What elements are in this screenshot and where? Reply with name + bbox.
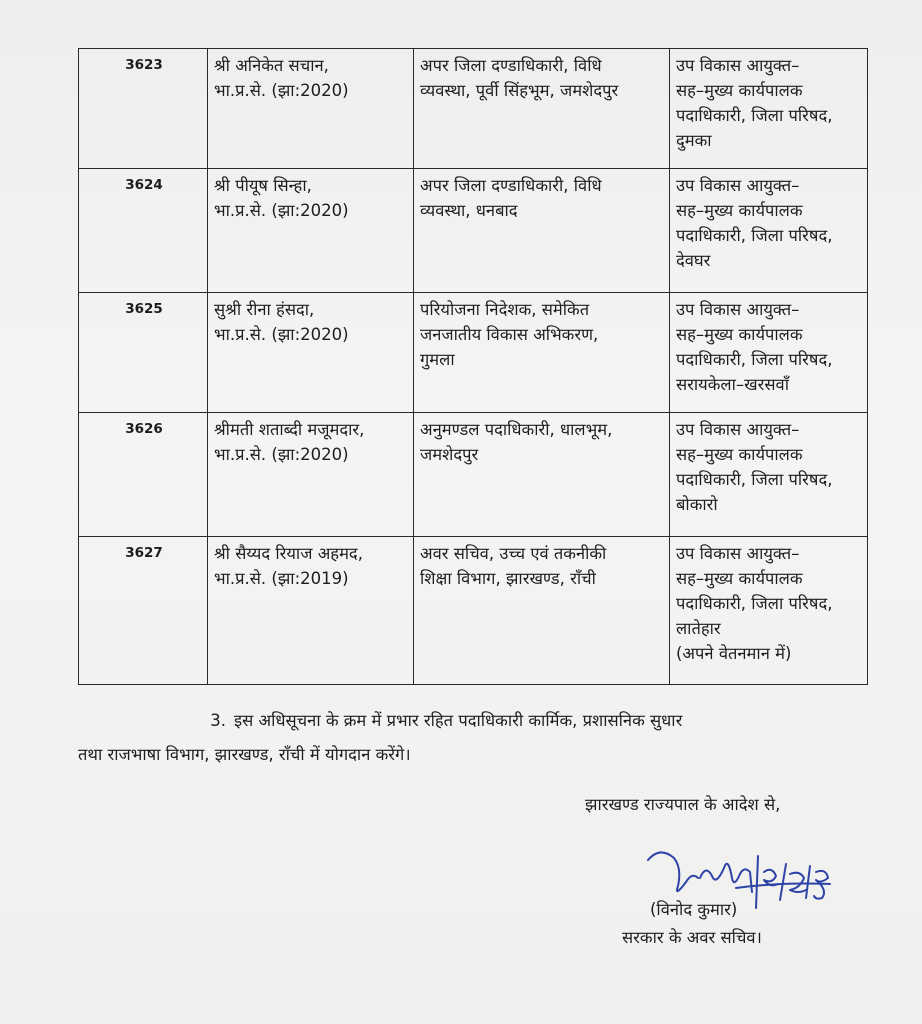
cell-line: सह–मुख्य कार्यपालक [676,445,803,464]
cell-line: अपर जिला दण्डाधिकारी, विधि [420,176,602,195]
cell-line: सह–मुख्य कार्यपालक [676,81,803,100]
cell-line: पदाधिकारी, जिला परिषद, [676,106,833,125]
governor-order-line: झारखण्ड राज्यपाल के आदेश से, [585,795,781,814]
serial-number-cell: 3624 [79,169,208,293]
officer-name-cell [208,413,414,537]
table-row [79,169,868,293]
current-post-cell [414,49,670,169]
serial-number-cell: 3626 [79,413,208,537]
paragraph-number: 3. [210,711,226,730]
current-post-cell [414,293,670,413]
current-post-cell [414,537,670,685]
cell-line: उप विकास आयुक्त– [676,420,800,439]
serial-number-cell: 3627 [79,537,208,685]
new-post-cell [670,413,868,537]
cell-line: पदाधिकारी, जिला परिषद, [676,594,833,613]
table-row [79,413,868,537]
current-post-cell [414,413,670,537]
cell-line: श्रीमती शताब्दी मजूमदार, [214,420,365,439]
cell-line: सुश्री रीना हंसदा, [214,300,315,319]
cell-line: अवर सचिव, उच्च एवं तकनीकी [420,544,607,563]
cell-line: जमशेदपुर [420,445,479,464]
cell-line: भा.प्र.से. (झा:2020) [214,445,349,464]
officer-name-cell [208,537,414,685]
new-post-cell [670,293,868,413]
cell-line: पदाधिकारी, जिला परिषद, [676,470,833,489]
officer-name-cell [208,169,414,293]
cell-line: भा.प्र.से. (झा:2020) [214,201,349,220]
table-body [79,49,868,685]
paragraph-text-1: इस अधिसूचना के क्रम में प्रभार रहित पदाधिकारी कार्मिक, प्रशासनिक सुधार [234,711,683,730]
cell-line: सरायकेला–खरसवाँ [676,375,789,394]
cell-line: लातेहार [676,619,721,638]
cell-line: बोकारो [676,495,718,514]
cell-line: श्री अनिकेत सचान, [214,56,329,75]
table-row [79,293,868,413]
cell-line: उप विकास आयुक्त– [676,544,800,563]
cell-line: पदाधिकारी, जिला परिषद, [676,350,833,369]
signer-name: (विनोद कुमार) [650,900,738,919]
cell-line: देवघर [676,251,711,270]
cell-line: सह–मुख्य कार्यपालक [676,201,803,220]
cell-line: श्री सैय्यद रियाज अहमद, [214,544,363,563]
table-row [79,537,868,685]
new-post-cell [670,537,868,685]
cell-line: उप विकास आयुक्त– [676,300,800,319]
officer-name-cell [208,293,414,413]
cell-line: भा.प्र.से. (झा:2019) [214,569,349,588]
cell-line: अनुमण्डल पदाधिकारी, धालभूम, [420,420,613,439]
signer-designation: सरकार के अवर सचिव। [622,928,762,947]
officer-posting-table [78,48,868,685]
table-row [79,49,868,169]
cell-line: पदाधिकारी, जिला परिषद, [676,226,833,245]
cell-line: उप विकास आयुक्त– [676,176,800,195]
cell-line: सह–मुख्य कार्यपालक [676,325,803,344]
paragraph-line-2: तथा राजभाषा विभाग, झारखण्ड, राँची में योगदान करेंगे। [78,745,411,764]
paragraph-line-1 [78,708,858,733]
cell-line: व्यवस्था, पूर्वी सिंहभूम, जमशेदपुर [420,81,619,100]
cell-line: गुमला [420,350,455,369]
new-post-cell [670,169,868,293]
cell-line: उप विकास आयुक्त– [676,56,800,75]
serial-number-cell: 3623 [79,49,208,169]
current-post-cell [414,169,670,293]
cell-line: दुमका [676,131,712,150]
cell-line: परियोजना निदेशक, समेकित [420,300,590,319]
cell-line: अपर जिला दण्डाधिकारी, विधि [420,56,602,75]
cell-line: व्यवस्था, धनबाद [420,201,518,220]
officer-name-cell [208,49,414,169]
cell-line: शिक्षा विभाग, झारखण्ड, राँची [420,569,596,588]
cell-line: सह–मुख्य कार्यपालक [676,569,803,588]
serial-number-cell: 3625 [79,293,208,413]
cell-line: (अपने वेतनमान में) [676,644,792,663]
new-post-cell [670,49,868,169]
cell-line: श्री पीयूष सिन्हा, [214,176,312,195]
cell-line: भा.प्र.से. (झा:2020) [214,325,349,344]
cell-line: जनजातीय विकास अभिकरण, [420,325,599,344]
cell-line: भा.प्र.से. (झा:2020) [214,81,349,100]
